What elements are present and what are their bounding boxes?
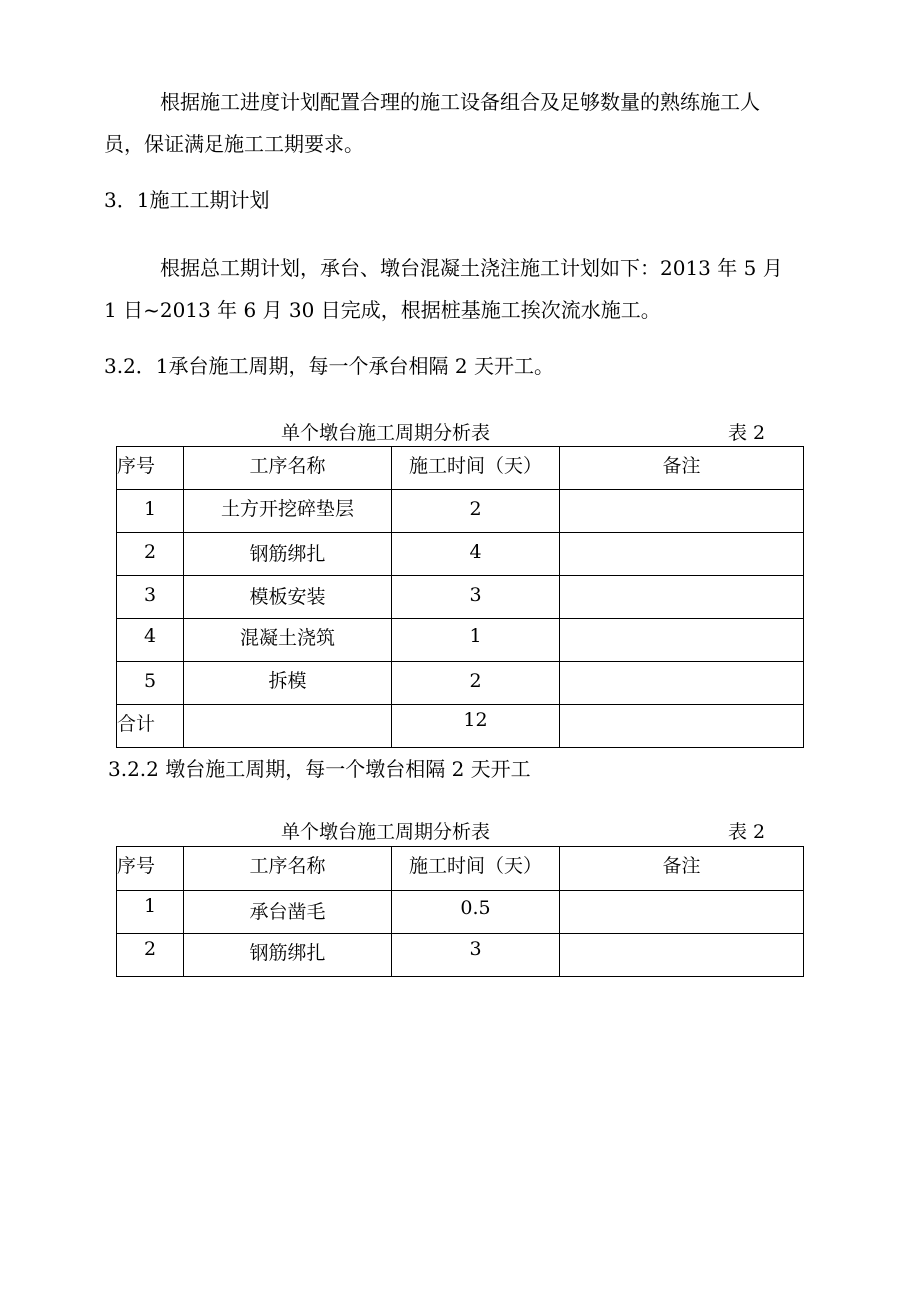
section-heading: 3.2.2 墩台施工周期，每一个墩台相隔 2 天开工 bbox=[108, 757, 531, 781]
schedule-table-2 bbox=[116, 846, 804, 977]
table-cell: 2 bbox=[392, 662, 560, 705]
header-cell: 序号 bbox=[117, 847, 184, 891]
table-cell: 3 bbox=[117, 576, 184, 619]
paragraph-line: 员，保证满足施工工期要求。 bbox=[104, 132, 364, 156]
table-cell: 土方开挖碎垫层 bbox=[184, 490, 392, 533]
table-cell: 2 bbox=[392, 490, 560, 533]
table-cell: 3 bbox=[392, 934, 560, 977]
paragraph-line: 根据施工进度计划配置合理的施工设备组合及足够数量的熟练施工人 bbox=[160, 90, 760, 114]
table-cell bbox=[560, 576, 804, 619]
table-row bbox=[117, 662, 804, 705]
table-cell bbox=[560, 662, 804, 705]
paragraph-line: 1 日~2013 年 6 月 30 日完成，根据桩基施工挨次流水施工。 bbox=[104, 298, 661, 322]
table-total-row bbox=[117, 705, 804, 748]
table-cell bbox=[560, 533, 804, 576]
header-cell: 工序名称 bbox=[184, 847, 392, 891]
table-cell: 钢筋绑扎 bbox=[184, 934, 392, 977]
header-cell: 备注 bbox=[560, 447, 804, 490]
paragraph-line: 根据总工期计划，承台、墩台混凝土浇注施工计划如下：2013 年 5 月 bbox=[160, 256, 783, 280]
table-row bbox=[117, 533, 804, 576]
table-cell: 2 bbox=[117, 934, 184, 977]
table-cell bbox=[560, 619, 804, 662]
table-cell: 0.5 bbox=[392, 891, 560, 934]
table-cell bbox=[560, 490, 804, 533]
schedule-table-1 bbox=[116, 446, 804, 748]
table-row bbox=[117, 490, 804, 533]
table-header-row bbox=[117, 447, 804, 490]
table-cell bbox=[184, 705, 392, 748]
table-cell: 1 bbox=[392, 619, 560, 662]
table-cell bbox=[560, 934, 804, 977]
header-cell: 序号 bbox=[117, 447, 184, 490]
section-heading: 3．1施工工期计划 bbox=[104, 188, 270, 212]
table-title: 单个墩台施工周期分析表 bbox=[281, 422, 491, 444]
table-row bbox=[117, 619, 804, 662]
section-heading: 3.2．1承台施工周期，每一个承台相隔 2 天开工。 bbox=[104, 354, 554, 378]
table-label: 表 2 bbox=[728, 821, 766, 843]
table-cell: 混凝土浇筑 bbox=[184, 619, 392, 662]
header-cell: 施工时间（天） bbox=[392, 847, 560, 891]
table-cell: 12 bbox=[392, 705, 560, 748]
table-cell: 2 bbox=[117, 533, 184, 576]
table-cell: 1 bbox=[117, 891, 184, 934]
table-row bbox=[117, 576, 804, 619]
table-cell bbox=[560, 891, 804, 934]
table-cell: 钢筋绑扎 bbox=[184, 533, 392, 576]
table-cell: 4 bbox=[392, 533, 560, 576]
table-cell: 模板安装 bbox=[184, 576, 392, 619]
table-cell: 4 bbox=[117, 619, 184, 662]
header-cell: 工序名称 bbox=[184, 447, 392, 490]
table-cell: 1 bbox=[117, 490, 184, 533]
table-header-row bbox=[117, 847, 804, 891]
table-cell: 5 bbox=[117, 662, 184, 705]
table-row bbox=[117, 934, 804, 977]
table-cell bbox=[560, 705, 804, 748]
table-cell: 合计 bbox=[117, 705, 184, 748]
table-title: 单个墩台施工周期分析表 bbox=[281, 821, 491, 843]
table-cell: 3 bbox=[392, 576, 560, 619]
header-cell: 备注 bbox=[560, 847, 804, 891]
table-row bbox=[117, 891, 804, 934]
table-cell: 拆模 bbox=[184, 662, 392, 705]
table-cell: 承台凿毛 bbox=[184, 891, 392, 934]
header-cell: 施工时间（天） bbox=[392, 447, 560, 490]
table-label: 表 2 bbox=[728, 422, 766, 444]
